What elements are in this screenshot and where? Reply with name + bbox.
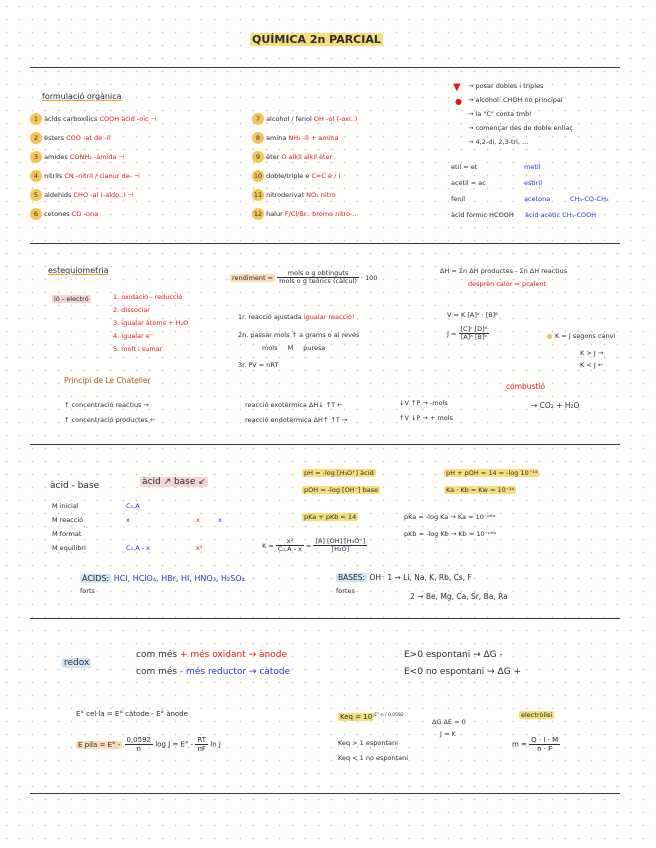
compound-suffix: alkil alkil èter — [288, 153, 333, 161]
compound-suffix: -at de -il — [83, 134, 111, 142]
table-row-label: M equilibri — [52, 544, 86, 552]
stoich-step: 3. igualar àtoms + H₂O — [113, 319, 189, 327]
acetone-formula: CH₃-CO-CH₃ — [570, 195, 609, 203]
delta-g: ΔG ΔE = 0 — [432, 718, 466, 726]
e-cell: E° cel·la = E° càtode - E° ànode — [76, 710, 188, 718]
compound-formula: C=C — [311, 172, 326, 180]
table-cell: C₀,A - x — [126, 544, 150, 552]
item-number: 6 — [30, 208, 42, 220]
ph-formula: pH = -log [H₃O⁺] àcid — [304, 469, 374, 477]
organic-item — [252, 208, 357, 220]
acid-base-note: àcid ↗ base ↙ — [142, 477, 206, 487]
compound-formula: CHO — [73, 191, 89, 199]
page-title: QUÍMICA 2n PARCIAL — [252, 33, 381, 46]
stoich-step: 5. molt i sumar — [113, 345, 163, 353]
pka-sum: pKa + pKb = 14 — [304, 513, 357, 521]
volume-pressure-2: ↑V ↓P → + mols — [399, 414, 453, 422]
step-1: 1r. reacció ajustada igualar reacció! — [238, 313, 355, 321]
combustion-label: combustió — [506, 382, 546, 391]
yield-formula: rendiment = $\frac{\text{mols o g obtinguts}}{\text{mols o g teòrics (càlcul)}}$ · 100 — [232, 269, 378, 286]
j-formula: J = $\frac{\text{[C]ᶜ [D]ᵈ}}{\text{[A]ᵃ [B]ᵇ}}$ — [447, 325, 488, 342]
compound-suffix: -il + amina — [302, 134, 339, 142]
compound-suffix: -ol (-oxi..) — [326, 115, 358, 123]
item-number: 12 — [253, 210, 263, 218]
electrolysis-formula: m = $\frac{Q \cdot I \cdot M}{n \cdot F}$ — [512, 736, 559, 754]
organic-item — [30, 170, 140, 182]
strong-bases-sub: fortes — [336, 587, 355, 595]
enthalpy-sub: desprèn calor = pcalent — [468, 280, 547, 288]
compound-formula: F/Cl/Br.. — [284, 210, 310, 218]
rate-formula: V = K [A]ᵅ · [B]ᵝ — [447, 311, 498, 319]
compound-name: nitrils — [44, 172, 63, 180]
divider — [30, 67, 620, 68]
compound-formula: CONH₂ — [69, 153, 92, 161]
pkb-formula: pKb = -log Kb → Kb = 10⁻ᵖᴷᵇ — [404, 530, 497, 538]
table-row-label: M reacció — [52, 516, 84, 524]
radical-name: estiril — [524, 179, 543, 187]
redox-line-2: com més - més reductor → càtode — [136, 667, 291, 677]
organic-note: → la "C" conta tmb! — [468, 110, 532, 118]
radical-name: acetona — [524, 195, 551, 203]
spontaneous-1: E>0 espontani → ΔG - — [404, 650, 503, 660]
strong-acids: ÀCIDS: HCl, HClO₄, HBr, HI, HNO₃, H₂SO₄ — [82, 574, 245, 583]
le-chatelier-heading: Principi de Le Chatelier — [64, 376, 151, 385]
strong-bases-2: 2 → Be, Mg, Ca, Sr, Ba, Ra — [410, 592, 508, 601]
radical-name: etil = et — [451, 163, 478, 171]
table-cell: C₀,A — [126, 502, 140, 510]
k-expression: K = $\frac{\text{x²}}{\text{C₀,A - x}}$ = $\frac{\text{[A] [OH] [H₃O⁺]}}{\text{[H₂O]}}$ — [262, 537, 366, 554]
section-heading-stoich: estequiometria — [48, 266, 109, 275]
radical-name: fenil — [451, 195, 466, 203]
triangle-icon: ▼ — [453, 82, 461, 93]
compound-name: èter — [266, 153, 280, 161]
redox-line-1: com més + més oxidant → ànode — [136, 650, 288, 660]
item-number: 9 — [252, 151, 264, 163]
organic-item — [30, 189, 133, 201]
compound-formula: O — [281, 153, 287, 161]
poh-formula: pOH = -log [OH⁻] base — [304, 486, 379, 494]
strong-acids-sub: forts — [80, 587, 95, 595]
exothermic: reacció exotèrmica ΔH↓ ↑T ← — [245, 401, 343, 409]
keq-gt: Keq > 1 espontani — [338, 739, 398, 747]
compound-formula: CN — [64, 172, 74, 180]
radical-name: àcid acètic CH₃-COOH — [525, 211, 597, 219]
stoich-step: 1. oxidació - reducció — [113, 293, 183, 301]
endothermic: reacció endotèrmica ΔH↑ ↑T → — [245, 416, 348, 424]
divider — [30, 243, 620, 244]
compound-suffix: àcid -oic ⊣ — [121, 115, 157, 123]
dot-icon: ● — [455, 97, 462, 106]
item-number: 2 — [30, 132, 42, 144]
ka-kb: Ka · Kb = Kw = 10⁻¹⁴ — [446, 486, 515, 494]
step-2: 2n. passar mols ↑ a grams o al revés — [238, 331, 360, 339]
electrolysis-label: electròlisi — [521, 711, 553, 719]
divider — [30, 618, 620, 619]
compound-name: doble/triple e — [266, 172, 310, 180]
compound-formula: NH₂ — [288, 134, 301, 142]
divider — [30, 444, 620, 445]
keq-lt: Keq < 1 no espontani — [338, 754, 409, 762]
organic-note: → 4,2-di, 2,3-tri, ... — [468, 138, 529, 146]
pka-formula: pKa = -log Ka → Ka = 10⁻ᵖᴷᵃ — [404, 513, 496, 521]
radical-name: metil — [524, 163, 541, 171]
compound-name: èsters — [44, 134, 65, 142]
table-row-label: M format — [52, 530, 82, 538]
compound-name: cetones — [44, 210, 70, 218]
table-cell: x — [196, 516, 200, 524]
item-number: 10 — [253, 172, 263, 180]
organic-item — [252, 151, 332, 163]
compound-formula: COO — [66, 134, 81, 142]
compound-suffix: bromo nitro-.. — [312, 210, 357, 218]
step-3: 3r. PV = nRT — [238, 361, 279, 369]
radical-name: àcid fòrmic HCOOH — [451, 211, 514, 219]
compound-suffix: nitro — [320, 191, 336, 199]
section-heading-redox: redox — [64, 658, 90, 668]
radical-name: acetil = ac — [451, 179, 486, 187]
table-row-label: M inicial — [52, 502, 79, 510]
organic-item — [252, 113, 357, 125]
le-chatelier-2: ↑ concentració productes ← — [64, 416, 156, 424]
k-lt: K < J ← — [580, 361, 604, 369]
le-chatelier-1: ↑ concentració reactius → — [64, 401, 149, 409]
ph-sum: pH + pOH = 14 = -log 10⁻¹⁴ — [446, 469, 538, 477]
keq: Keq = 10 $^{E^\circ\cdot n / 0,0592}$ — [340, 713, 404, 722]
organic-item — [30, 113, 156, 125]
compound-suffix: -ona — [83, 210, 99, 218]
organic-note: → alcohol: CHOH no principal — [468, 96, 563, 104]
item-number: 8 — [252, 132, 264, 144]
compound-name: alcohol / fenol — [266, 115, 312, 123]
compound-suffix: è / í — [328, 172, 341, 180]
compound-formula: NO₂ — [306, 191, 319, 199]
stoich-step: 2. dissociar — [113, 306, 150, 314]
compound-name: nitroderivat — [266, 191, 305, 199]
organic-item — [252, 132, 339, 144]
compound-formula: CO — [71, 210, 82, 218]
ion-electron-label: iö - electró — [54, 295, 89, 303]
compound-formula: OH — [313, 115, 324, 123]
item-number: 3 — [30, 151, 42, 163]
strong-bases: BASES: OH⁻ 1 → Li, Na, K, Rb, Cs, F — [338, 573, 472, 582]
table-cell: x — [126, 516, 130, 524]
organic-item — [30, 151, 124, 163]
e-pila: E pila = E° - $\frac{0,0592}{n}$ log J = E° - $\frac{RT}{nF}$ ln J — [78, 736, 221, 754]
delta-g-sub: J = K — [440, 730, 456, 738]
organic-item — [30, 132, 110, 144]
organic-item — [252, 170, 340, 182]
k-gt: K > J → — [580, 349, 604, 357]
section-heading-acidbase: àcid - base — [50, 481, 100, 491]
spontaneous-2: E<0 no espontani → ΔG + — [404, 667, 522, 677]
organic-note: → posar dobles i triples — [468, 82, 544, 90]
item-number: 7 — [252, 113, 264, 125]
item-number: 5 — [30, 189, 42, 201]
compound-suffix: -nitril / cianur de- ⊣ — [75, 172, 140, 180]
compound-name: àcids carboxílics — [44, 115, 98, 123]
organic-note: → començar des de doble enllaç — [468, 124, 573, 132]
compound-suffix: -al (-aldo..) ⊣ — [90, 191, 134, 199]
compound-name: halur — [266, 210, 283, 218]
table-cell: x — [218, 516, 222, 524]
stoich-step: 4. igualar e⁻ — [113, 332, 154, 340]
compound-name: amina — [266, 134, 287, 142]
compound-suffix: -amida ⊣ — [93, 153, 125, 161]
item-number: 11 — [253, 191, 263, 199]
compound-formula: COOH — [99, 115, 120, 123]
enthalpy-formula: ΔH = Σn ΔH productes - Σn ΔH reactius — [440, 267, 568, 275]
compound-name: aldehids — [44, 191, 72, 199]
organic-item — [252, 189, 336, 201]
divider — [30, 793, 620, 794]
organic-item — [30, 208, 98, 220]
item-number: 4 — [30, 170, 42, 182]
volume-pressure-1: ↓V ↑P → -mols — [399, 399, 448, 407]
table-cell: x² — [196, 544, 203, 552]
item-number: 1 — [30, 113, 42, 125]
section-heading-organic: formulació orgànica — [42, 92, 122, 101]
combustion-equation: → CO₂ + H₂O — [531, 401, 580, 410]
step-2-sub: mols M puresa — [262, 344, 326, 352]
compound-name: amides — [44, 153, 68, 161]
k-note: K = J segons canvi — [547, 333, 615, 340]
